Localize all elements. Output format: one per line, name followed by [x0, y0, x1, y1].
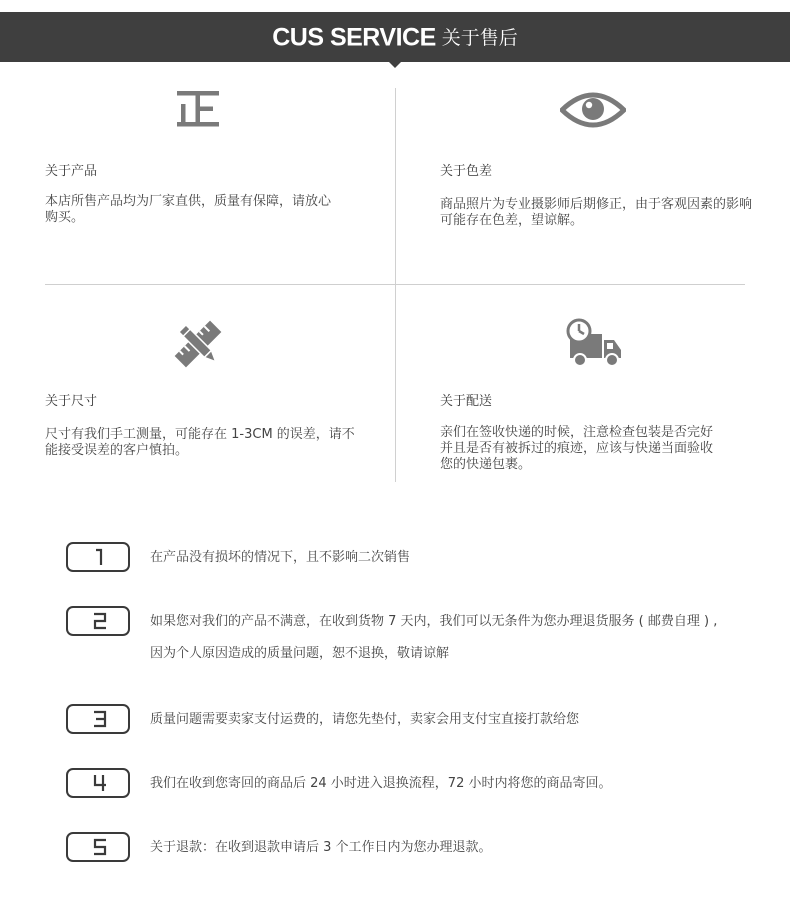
delivery-truck-icon: [564, 318, 624, 374]
info-desc-size: 尺寸有我们手工测量，可能存在 1-3CM 的误差，请不 能接受误差的客户慎拍。: [45, 427, 355, 458]
step-text: 关于退款：在收到退款申请后 3 个工作日内为您办理退款。: [150, 840, 492, 855]
step-number-badge: [66, 704, 130, 734]
info-title-color: 关于色差: [440, 164, 493, 179]
step-number-badge: [66, 606, 130, 636]
info-desc-delivery: 亲们在签收快递的时候，注意检查包装是否完好 并且是否有被拆过的痕迹，应该与快递当面验收 您的快递包裹。: [440, 425, 714, 472]
pencil-ruler-icon: [172, 318, 224, 374]
step-text: 在产品没有损坏的情况下，且不影响二次销售: [150, 550, 411, 565]
digit-5-glyph: [93, 838, 107, 856]
digit-1-glyph: [93, 548, 107, 566]
info-title-delivery: 关于配送: [440, 394, 493, 409]
zheng-glyph-icon: [176, 90, 220, 132]
digit-3-glyph: [93, 710, 107, 728]
info-title-size: 关于尺寸: [45, 394, 98, 409]
step-text: 我们在收到您寄回的商品后 24 小时进入退换流程，72 小时内将您的商品寄回。: [150, 776, 612, 791]
header-pointer: [389, 62, 401, 68]
header-title-en: CUS SERVICE: [272, 23, 436, 52]
eye-icon: [560, 88, 626, 136]
step-text: 质量问题需要卖家支付运费的，请您先垫付，卖家会用支付宝直接打款给您: [150, 712, 580, 727]
step-number-badge: [66, 768, 130, 798]
info-title-product: 关于产品: [45, 164, 98, 179]
grid-divider-horizontal: [45, 284, 745, 285]
step-number-badge: [66, 542, 130, 572]
step-number-badge: [66, 832, 130, 862]
digit-4-glyph: [93, 774, 107, 792]
info-desc-product: 本店所售产品均为厂家直供，质量有保障，请放心 购买。: [45, 194, 332, 225]
header-title-cn: 关于售后: [441, 26, 518, 49]
info-desc-color: 商品照片为专业摄影师后期修正，由于客观因素的影响 可能存在色差，望谅解。: [440, 197, 753, 228]
digit-2-glyph: [93, 612, 107, 630]
page-header: [0, 12, 790, 62]
step-text: 如果您对我们的产品不满意，在收到货物 7 天内，我们可以无条件为您办理退货服务 ( 邮费自理 ) , 因为个人原因造成的质量问题，恕不退换，敬请谅解: [150, 614, 718, 661]
grid-divider-vertical: [395, 88, 396, 482]
